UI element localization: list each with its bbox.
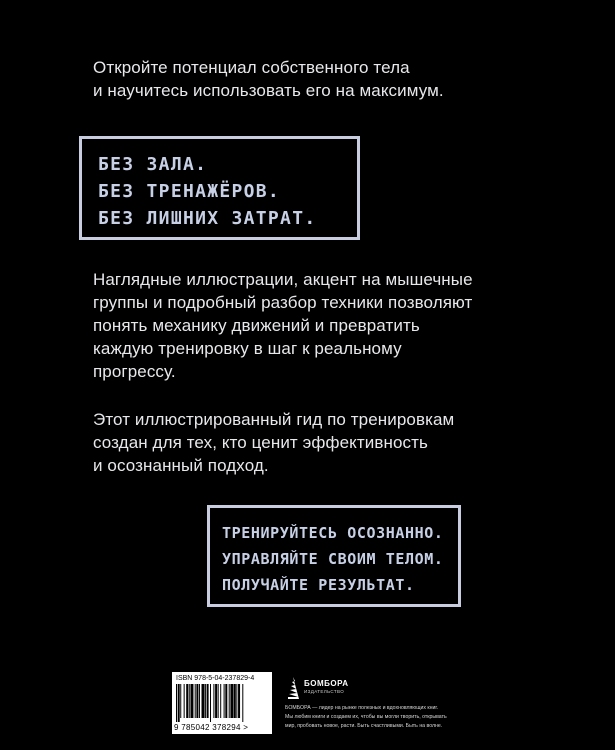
description-line: группы и подробный разбор техники позволяют: [93, 293, 473, 312]
barcode-bar: [215, 684, 217, 718]
barcode-bar: [190, 684, 193, 718]
audience-paragraph: [93, 408, 454, 477]
slogan-box-top: [79, 136, 360, 240]
barcode-bar: [202, 684, 205, 718]
intro-line: Откройте потенциал собственного тела: [93, 58, 410, 77]
publisher-description-line: БОМБОРА — лидер на рынке полезных и вдохновляющих книг.: [285, 705, 439, 711]
slogan-box-bottom: [207, 505, 461, 607]
slogan-line: ТРЕНИРУЙТЕСЬ ОСОЗНАННО.: [222, 524, 444, 542]
barcode-bar: [242, 684, 243, 722]
barcode-bar: [207, 684, 209, 718]
barcode-bar: [225, 684, 227, 718]
description-paragraph: [93, 268, 473, 383]
isbn-label: ISBN 978-5-04-237829-4: [176, 675, 255, 682]
barcode: [172, 672, 272, 734]
barcode-bar: [218, 684, 219, 718]
barcode-bar: [224, 684, 225, 718]
audience-line: Этот иллюстрированный гид по тренировкам: [93, 410, 455, 429]
barcode-bar: [176, 684, 177, 722]
barcode-bar: [195, 684, 196, 718]
barcode-bar: [189, 684, 190, 718]
barcode-bar: [238, 684, 240, 718]
description-line: Наглядные иллюстрации, акцент на мышечные: [93, 270, 473, 289]
barcode-bar: [178, 684, 180, 722]
barcode-bar: [236, 684, 237, 718]
publisher-description-line: мир, пробовать новое, расти. Быть счастливыми. Быть на волне.: [285, 723, 443, 729]
publisher-description: [285, 704, 447, 731]
intro-paragraph: [93, 56, 444, 102]
barcode-bar: [196, 684, 198, 718]
barcode-icon: [176, 684, 268, 722]
barcode-bar: [199, 684, 200, 718]
barcode-bar: [213, 684, 214, 718]
barcode-bar: [220, 684, 221, 718]
description-line: понять механику движений и превратить: [93, 316, 420, 335]
publisher-subtitle: ИЗДАТЕЛЬСТВО: [304, 689, 345, 694]
bombora-logo-icon: [286, 676, 300, 700]
audience-line: и осознанный подход.: [93, 456, 269, 475]
description-line: каждую тренировку в шаг к реальному: [93, 339, 402, 358]
publisher-name: БОМБОРА: [304, 679, 349, 688]
barcode-bar: [180, 684, 181, 718]
barcode-bar: [184, 684, 185, 718]
slogan-line: БЕЗ ЛИШНИХ ЗАТРАТ.: [98, 208, 317, 229]
slogan-line: БЕЗ ЗАЛА.: [98, 154, 208, 175]
barcode-bar: [234, 684, 236, 718]
intro-line: и научитесь использовать его на максимум.: [93, 81, 444, 100]
barcode-bar: [210, 684, 211, 722]
audience-line: создан для тех, кто ценит эффективность: [93, 433, 428, 452]
barcode-bar: [205, 684, 206, 718]
publisher-description-line: Мы любим книги и создаем их, чтобы вы могли творить, открывать: [285, 714, 447, 720]
slogan-line: БЕЗ ТРЕНАЖЁРОВ.: [98, 181, 281, 202]
barcode-bar: [230, 684, 233, 718]
slogan-line: УПРАВЛЯЙТЕ СВОИМ ТЕЛОМ.: [222, 550, 444, 568]
description-line: прогрессу.: [93, 362, 176, 381]
barcode-bar: [186, 684, 188, 718]
barcode-number: 9 785042 378294 >: [174, 723, 249, 732]
slogan-line: ПОЛУЧАЙТЕ РЕЗУЛЬТАТ.: [222, 576, 415, 594]
barcode-bar: [229, 684, 230, 718]
